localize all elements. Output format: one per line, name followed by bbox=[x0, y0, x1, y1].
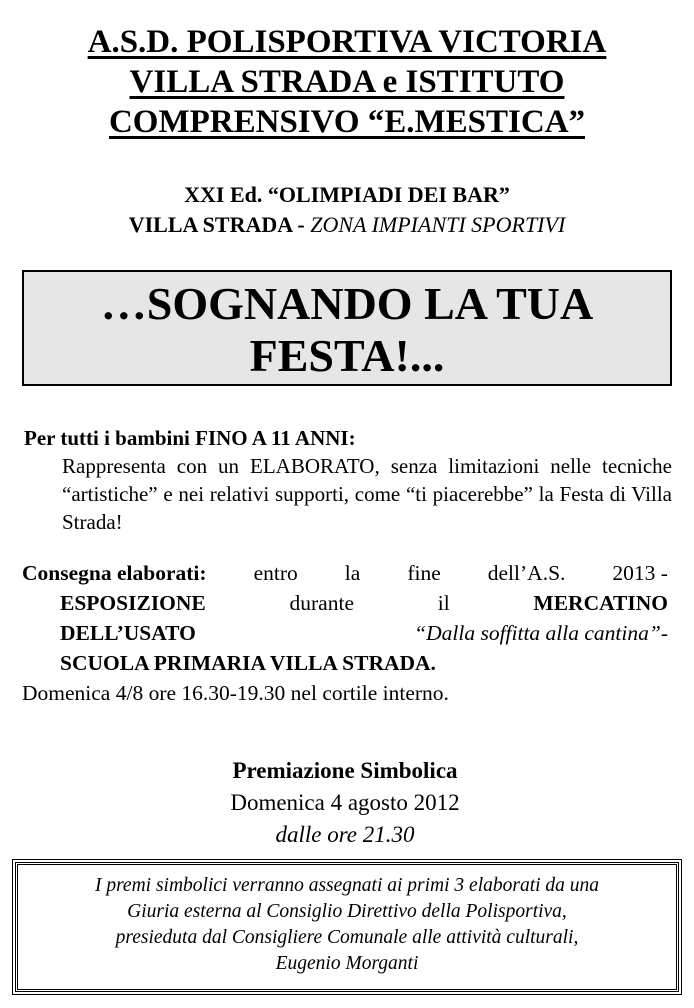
market-word: MERCATINO bbox=[533, 591, 668, 615]
used-goods-word: DELL’USATO bbox=[60, 621, 196, 645]
delivery-word: 2013 - bbox=[612, 561, 668, 585]
delivery-word: la bbox=[344, 561, 361, 585]
location-place: VILLA STRADA - bbox=[128, 212, 311, 237]
delivery-word: dell’A.S. bbox=[487, 561, 566, 585]
eligibility-lead: Per tutti i bambini FINO A 11 ANNI: bbox=[24, 426, 356, 450]
jury-line-2: Giuria esterna al Consiglio Direttivo della Polisportiva, bbox=[127, 901, 567, 922]
delivery-word: il bbox=[437, 591, 450, 615]
delivery-label: Consegna elaborati: bbox=[22, 561, 207, 585]
delivery-section bbox=[22, 558, 668, 708]
exhibition-schedule: Domenica 4/8 ore 16.30-19.30 nel cortile interno. bbox=[22, 681, 449, 705]
market-dash: - bbox=[660, 621, 668, 645]
headline-line-2: FESTA!... bbox=[249, 330, 445, 381]
edition-title: XXI Ed. “OLIMPIADI DEI BAR” bbox=[184, 182, 510, 207]
delivery-word: fine bbox=[407, 561, 441, 585]
location-zone: ZONA IMPIANTI SPORTIVI bbox=[310, 212, 566, 237]
delivery-line-3 bbox=[22, 618, 668, 648]
prize-ceremony bbox=[0, 755, 690, 851]
eligibility-body: Rappresenta con un ELABORATO, senza limitazioni nelle tecniche “artistiche” e nei relativi supporti, come “ti piacerebbe” la Festa di Villa Strada! bbox=[62, 454, 672, 534]
jury-line-3: presieduta dal Consigliere Comunale alle attività culturali, bbox=[115, 927, 579, 948]
prize-time: dalle ore 21.30 bbox=[275, 822, 415, 847]
edition-location bbox=[0, 210, 694, 240]
headline-line-1: …SOGNANDO LA TUA bbox=[100, 278, 594, 329]
jury-line-1: I premi simbolici verranno assegnati ai primi 3 elaborati da una bbox=[94, 875, 600, 896]
prize-date: Domenica 4 agosto 2012 bbox=[230, 790, 460, 815]
delivery-word: durante bbox=[289, 591, 354, 615]
delivery-line-1 bbox=[22, 558, 668, 588]
organizer-line-1: A.S.D. POLISPORTIVA VICTORIA bbox=[87, 24, 607, 60]
jury-notice-box bbox=[15, 862, 679, 992]
eligibility-section bbox=[24, 424, 672, 536]
organizer-line-3: COMPRENSIVO “E.MESTICA” bbox=[108, 104, 586, 140]
delivery-line-2 bbox=[22, 588, 668, 618]
jury-line-4: Eugenio Morganti bbox=[275, 953, 419, 974]
market-subtitle bbox=[414, 618, 668, 648]
exhibition-word: ESPOSIZIONE bbox=[60, 591, 206, 615]
edition-info bbox=[0, 180, 694, 240]
organizer-line-2: VILLA STRADA e ISTITUTO bbox=[129, 64, 565, 100]
school-name: SCUOLA PRIMARIA VILLA STRADA. bbox=[60, 651, 436, 675]
delivery-word: entro bbox=[253, 561, 298, 585]
prize-title: Premiazione Simbolica bbox=[232, 758, 458, 783]
headline-banner bbox=[22, 270, 672, 386]
organizer-header bbox=[0, 22, 694, 142]
market-name: “Dalla soffitta alla cantina” bbox=[414, 621, 661, 645]
